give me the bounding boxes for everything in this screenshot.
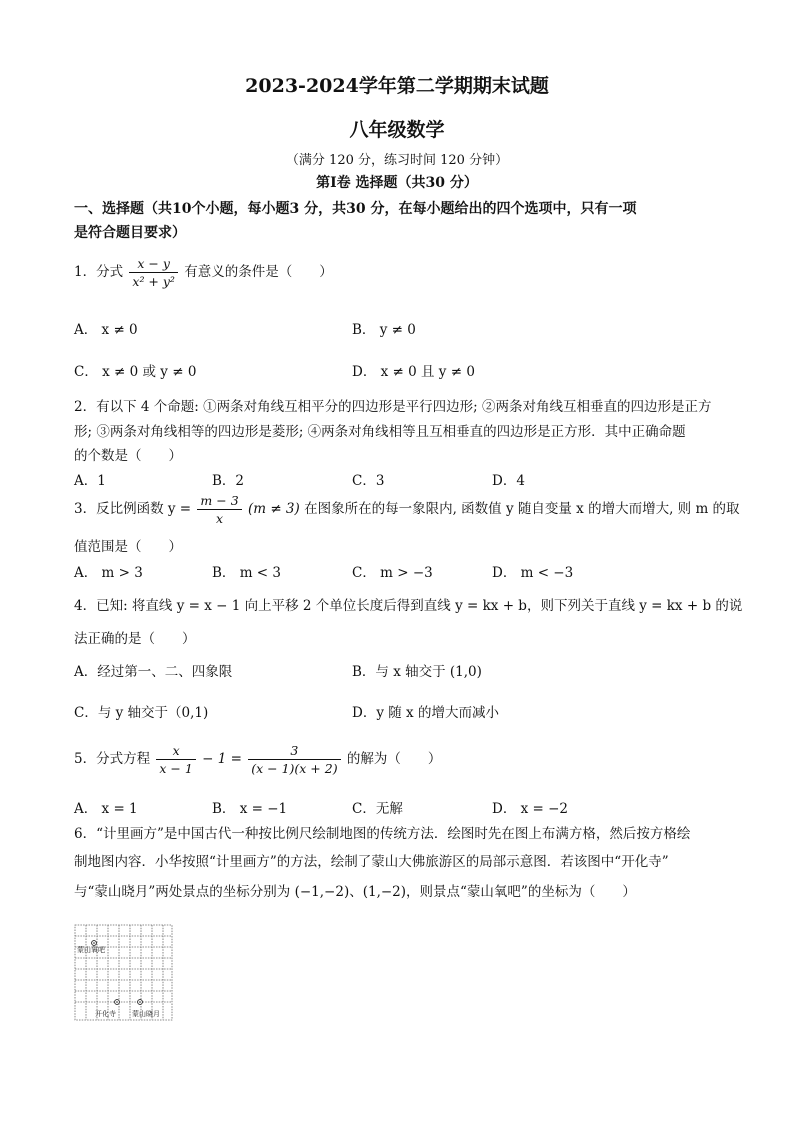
q3-option-a: A． m > 3: [74, 565, 143, 581]
exam-info: （满分 120 分，练习时间 120 分钟）: [285, 153, 509, 168]
q5-option-d: D． x = −2: [492, 801, 569, 817]
q1-fraction: [129, 255, 178, 290]
q6-line3: 与“蒙山晓月”两处景点的坐标分别为 (−1,−2)、(1,−2)，则景点“蒙山氧吧”的坐标为（ ）: [74, 884, 636, 900]
q6-line1: 6．“计里画方”是中国古代一种按比例尺绘制地图的传统方法．绘图时先在图上布满方格，然后按方格绘: [74, 826, 691, 842]
q6-line2: 制地图内容．小华按照“计里画方”的方法，绘制了蒙山大佛旅游区的局部示意图．若该图中“开化寺”: [74, 854, 669, 870]
q5-denominator-2: (x − 1)(x + 2): [251, 761, 338, 776]
q2-option-a: A．1: [74, 473, 106, 489]
q3-denominator: x: [216, 511, 224, 526]
q5-option-b: B． x = −1: [212, 801, 288, 817]
question-5: [74, 742, 441, 777]
label-oxygen: 蒙山氧吧: [77, 946, 105, 954]
q3-numerator: m − 3: [197, 492, 241, 510]
q3-option-b: B． m < 3: [212, 565, 281, 581]
q3-prefix: 3．反比例函数 y =: [74, 501, 192, 517]
section-heading-line1: 一、选择题（共10个小题，每小题3 分，共30 分，在每小题给出的四个选项中，只有一项: [74, 201, 637, 217]
q3-suffix: 在图象所在的每一象限内, 函数值 y 随自变量 x 的增大而增大, 则 m 的取: [304, 501, 740, 517]
q5-option-c: C．无解: [352, 801, 403, 817]
q5-numerator-1: x: [156, 742, 195, 760]
q1-option-c: C． x ≠ 0 或 y ≠ 0: [74, 364, 197, 380]
q2-line1: 2．有以下 4 个命题: ①两条对角线互相平分的四边形是平行四边形; ②两条对角线互相垂直的四边形是正方: [74, 399, 712, 415]
q5-suffix: 的解为（ ）: [346, 751, 442, 767]
moon-point-dot: [139, 1001, 141, 1003]
q5-numerator-2: 3: [248, 742, 340, 760]
q1-option-a: A． x ≠ 0: [74, 322, 138, 338]
q1-denominator: x² + y²: [132, 274, 175, 289]
q3-condition: (m ≠ 3): [247, 501, 300, 517]
exam-subject: 八年级数学: [349, 119, 445, 141]
section-heading-line2: 是符合题目要求）: [74, 225, 186, 241]
grid-lines: [75, 925, 172, 1020]
part-heading: 第Ⅰ卷 选择题（共30 分）: [316, 175, 478, 191]
q4-line1: 4．已知: 将直线 y = x − 1 向上平移 2 个单位长度后得到直线 y = kx + b，则下列关于直线 y = kx + b 的说: [74, 598, 743, 614]
q3-option-d: D． m < −3: [492, 565, 574, 581]
q3-option-c: C． m > −3: [352, 565, 433, 581]
temple-point-dot: [116, 1001, 118, 1003]
label-moon: 蒙山晓月: [132, 1010, 160, 1018]
q2-option-b: B．2: [212, 473, 245, 489]
q2-option-d: D．4: [492, 473, 525, 489]
q4-option-c: C．与 y 轴交于（0,1): [74, 705, 209, 721]
q5-option-a: A． x = 1: [74, 801, 138, 817]
q1-suffix: 有意义的条件是（ ）: [184, 264, 333, 280]
oxygen-point-dot: [93, 942, 95, 944]
exam-title: 2023-2024学年第二学期期末试题: [245, 75, 549, 97]
q4-option-d: D．y 随 x 的增大而减小: [352, 705, 499, 721]
label-temple: 开化寺: [95, 1010, 116, 1018]
q1-option-b: B． y ≠ 0: [352, 322, 416, 338]
q5-denominator-1: x − 1: [159, 761, 193, 776]
q2-line2: 形; ③两条对角线相等的四边形是菱形; ④两条对角线相等且互相垂直的四边形是正方形．其中正确命题: [74, 424, 686, 440]
q1-option-d: D． x ≠ 0 且 y ≠ 0: [352, 364, 475, 380]
q4-option-b: B．与 x 轴交于 (1,0): [352, 664, 482, 680]
question-1: [74, 255, 333, 290]
q3-fraction: [197, 492, 241, 527]
q1-prefix: 1．分式: [74, 264, 124, 280]
q2-line3: 的个数是（ ）: [74, 448, 182, 464]
grid-map-svg: [74, 922, 174, 1022]
grid-map-figure: [74, 922, 174, 1022]
q5-prefix: 5．分式方程: [74, 751, 151, 767]
q1-numerator: x − y: [129, 255, 178, 273]
q4-line2: 法正确的是（ ）: [74, 631, 196, 647]
q3-line2: 值范围是（ ）: [74, 539, 182, 555]
q5-mid: − 1 =: [202, 751, 242, 767]
question-3: [74, 492, 740, 527]
q5-fraction-2: [248, 742, 340, 777]
q2-option-c: C．3: [352, 473, 385, 489]
q4-option-a: A．经过第一、二、四象限: [74, 664, 233, 680]
q5-fraction-1: [156, 742, 195, 777]
